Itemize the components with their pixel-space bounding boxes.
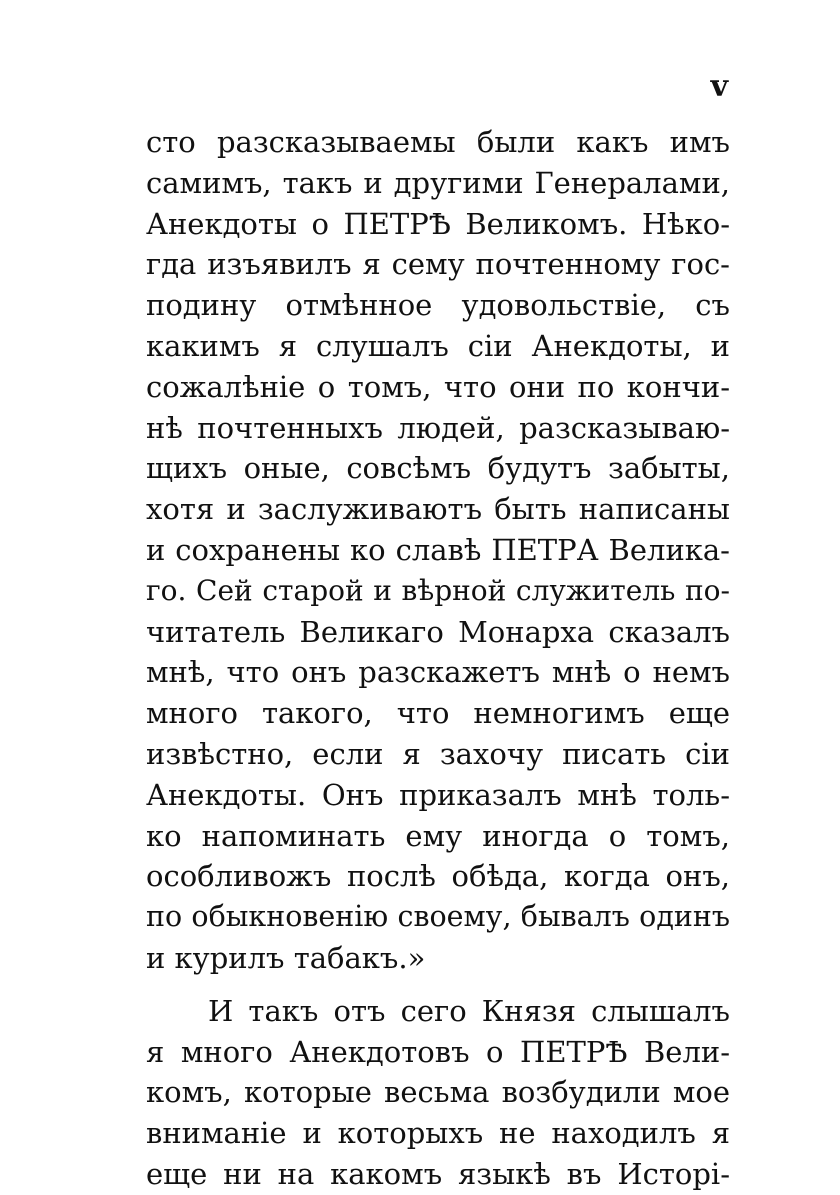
text-line: хотя и заслуживаютъ быть написаны	[146, 492, 730, 527]
paragraph-1	[146, 122, 730, 979]
text-line: го. Сей старой и вѣрной служитель по-	[146, 573, 730, 607]
text-line: нѣ почтенныхъ людей, разсказываю-	[146, 410, 730, 445]
text-line: читатель Великаго Монарха сказалъ	[146, 614, 730, 649]
text-line: какимъ я слушалъ сіи Анекдоты, и	[146, 328, 730, 363]
text-line: Анекдоты. Онъ приказалъ мнѣ толь-	[146, 777, 730, 812]
paragraph-2	[146, 991, 730, 1195]
text-line: и сохранены ко славѣ ПЕТРА Велика-	[146, 532, 730, 567]
text-line: вниманіе и которыхъ не находилъ я	[146, 1116, 730, 1151]
text-line: извѣстно, если я захочу писать сіи	[146, 736, 730, 771]
text-line: мнѣ, что онъ разскажетъ мнѣ о немъ	[146, 655, 730, 690]
text-line: я много Анекдотовъ о ПЕТРѢ Вели-	[146, 1034, 730, 1069]
text-line: сожалѣніе о томъ, что они по кончи-	[146, 369, 730, 404]
text-line: комъ, которые весьма возбудили мое	[146, 1075, 730, 1110]
body-text	[146, 122, 730, 1195]
text-line: щихъ оные, совсѣмъ будутъ забыты,	[146, 451, 730, 486]
text-line: по обыкновенію своему, бывалъ одинъ	[146, 900, 730, 934]
text-line: и курилъ табакъ.»	[146, 940, 426, 975]
text-line: гда изъявилъ я сему почтенному гос-	[146, 247, 730, 282]
text-line: много такого, что немногимъ еще	[146, 696, 730, 731]
paragraph-gap	[146, 979, 730, 991]
text-line: подину отмѣнное удовольствіе, съ	[146, 288, 730, 323]
text-line: Анекдоты о ПЕТРѢ Великомъ. Нѣко-	[146, 206, 730, 241]
text-line: ко напоминать ему иногда о томъ,	[146, 818, 730, 853]
text-line: еще ни на какомъ языкѣ въ Исторі-	[146, 1156, 730, 1191]
text-line: И такъ отъ сего Князя слышалъ	[208, 993, 730, 1028]
text-line: сто разсказываемы были какъ имъ	[146, 125, 730, 159]
text-line: самимъ, такъ и другими Генералами,	[146, 165, 730, 200]
page-number: v	[710, 69, 728, 104]
text-line: особливожъ послѣ обѣда, когда онъ,	[146, 859, 730, 894]
